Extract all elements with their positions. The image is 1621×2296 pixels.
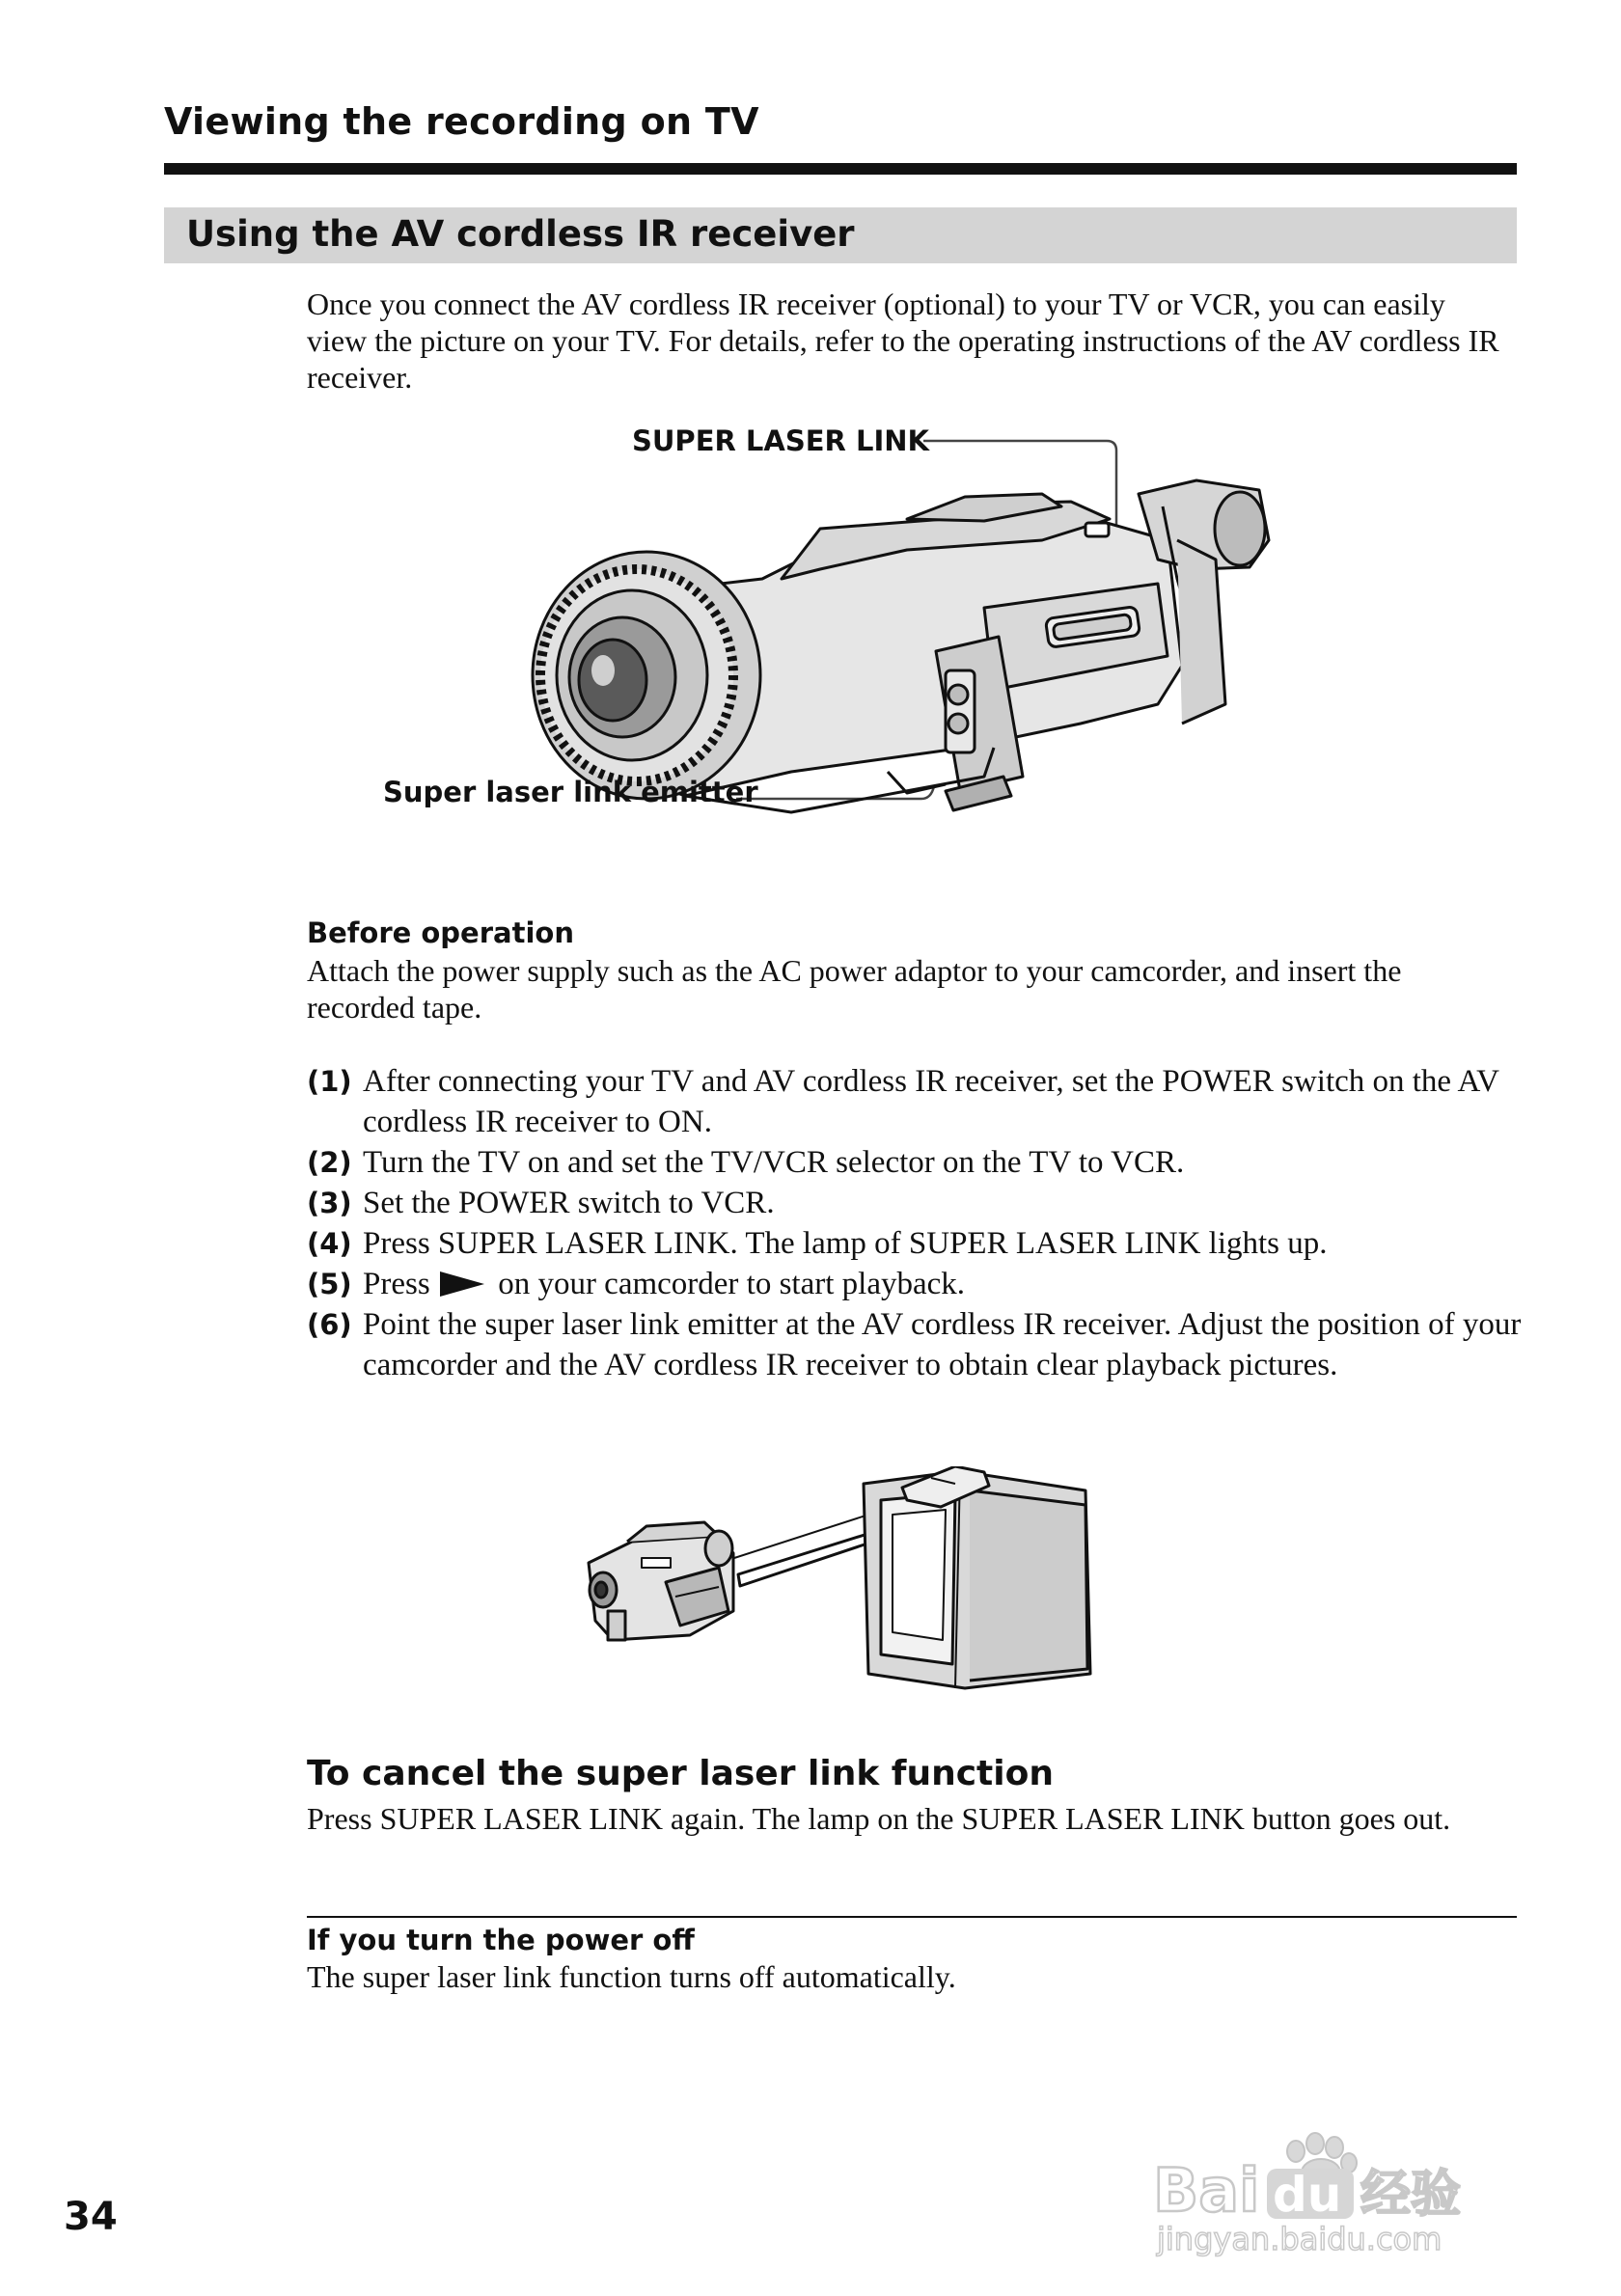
before-operation-text: Attach the power supply such as the AC power adaptor to your camcorder, and insert the recorded tape. xyxy=(307,953,1402,1025)
step-number: (5) xyxy=(307,1268,352,1300)
step-text: After connecting your TV and AV cordless IR receiver, set the POWER switch on the AV cordless IR receiver to ON. xyxy=(363,1064,1499,1139)
step-text: Point the super laser link emitter at the AV cordless IR receiver. Adjust the position of your camcorder and the AV cordless IR receiver to obtain clear playback pictures. xyxy=(363,1307,1522,1382)
step-item xyxy=(307,1183,1523,1223)
step-text: Set the POWER switch to VCR. xyxy=(363,1186,775,1220)
section-title: Viewing the recording on TV xyxy=(164,100,759,143)
power-off-text: The super laser link function turns off automatically. xyxy=(307,1959,956,1994)
step-text: Turn the TV on and set the TV/VCR selector on the TV to VCR. xyxy=(363,1145,1185,1180)
super-laser-link-label: SUPER LASER LINK xyxy=(632,424,929,457)
jingyan-logo-text: 经验 xyxy=(1360,2166,1462,2224)
before-operation-title: Before operation xyxy=(307,916,574,949)
note-divider xyxy=(307,1916,1517,1918)
step-text: Press SUPER LASER LINK. The lamp of SUPER LASER LINK lights up. xyxy=(363,1226,1328,1261)
emitter-label: Super laser link emitter xyxy=(383,776,758,808)
cancel-text: Press SUPER LASER LINK again. The lamp on the SUPER LASER LINK button goes out. xyxy=(307,1801,1451,1836)
camcorder-to-tv-illustration xyxy=(574,1466,1095,1708)
step-text-after: on your camcorder to start playback. xyxy=(498,1267,966,1301)
step-item xyxy=(307,1264,1523,1304)
step-number: (4) xyxy=(307,1227,352,1260)
step-text-before: Press xyxy=(363,1267,430,1301)
step-number: (1) xyxy=(307,1065,352,1098)
step-item xyxy=(307,1223,1523,1264)
step-item xyxy=(307,1142,1523,1183)
subsection-title: Using the AV cordless IR receiver xyxy=(186,213,855,255)
section-divider xyxy=(164,163,1517,175)
step-number: (6) xyxy=(307,1308,352,1341)
step-number: (3) xyxy=(307,1187,352,1219)
page-number: 34 xyxy=(64,2195,118,2239)
power-off-title: If you turn the power off xyxy=(307,1924,695,1956)
intro-paragraph: Once you connect the AV cordless IR receiver (optional) to your TV or VCR, you can easily view the picture on your TV. For details, refer to the operating instructions of the AV cordless IR receiver. xyxy=(307,287,1499,395)
step-number: (2) xyxy=(307,1146,352,1179)
cancel-title: To cancel the super laser link function xyxy=(307,1754,1054,1793)
watermark-url: jingyan.baidu.com xyxy=(1157,2221,1442,2257)
step-item xyxy=(307,1304,1523,1385)
play-icon xyxy=(440,1271,484,1297)
baidu-logo-text: Bai xyxy=(1153,2155,1260,2226)
baidu-du-text: du xyxy=(1273,2167,1342,2223)
steps-list xyxy=(307,1061,1523,1385)
baidu-jingyan-watermark xyxy=(1153,2132,1558,2257)
step-item xyxy=(307,1061,1523,1142)
